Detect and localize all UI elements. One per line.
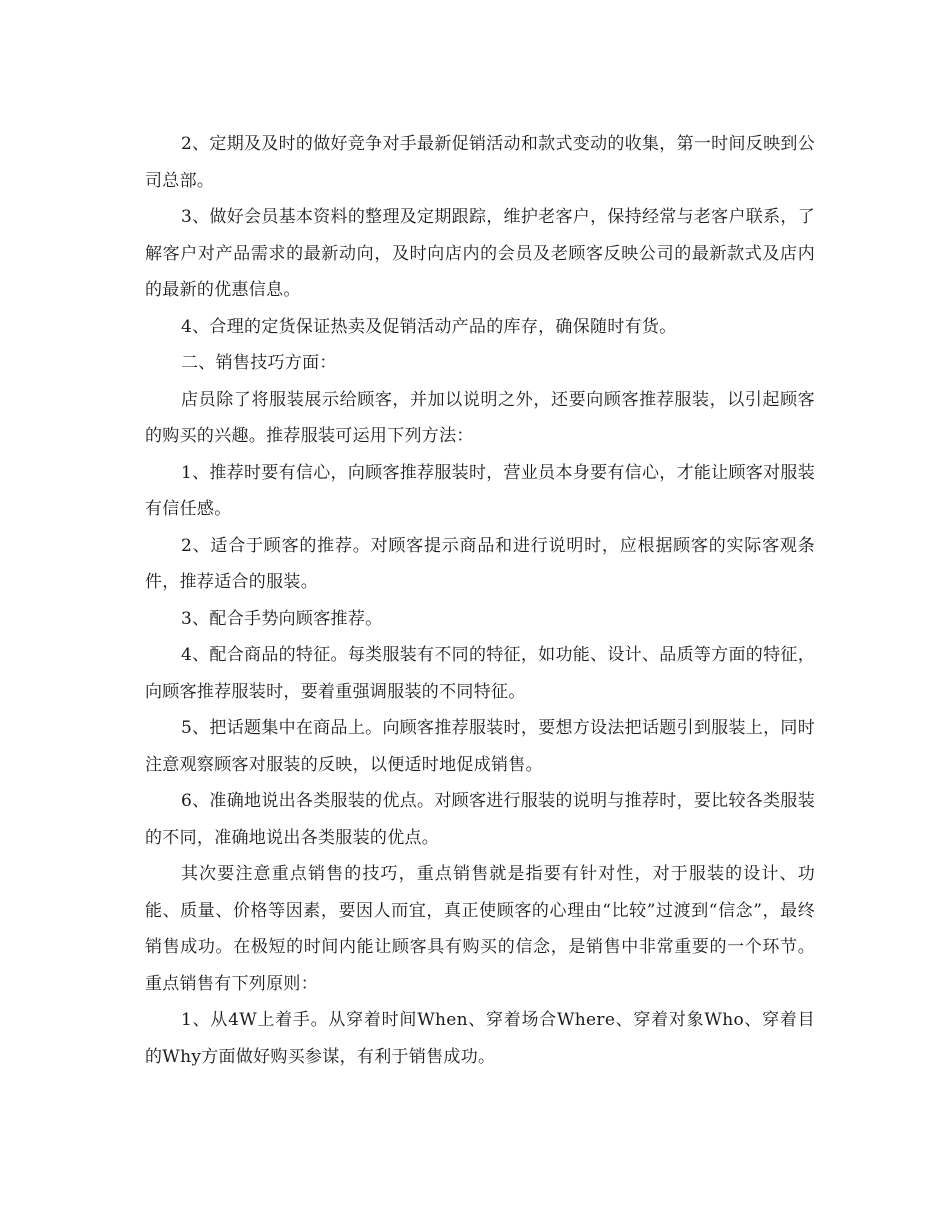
document-body <box>145 126 815 1075</box>
list-item: 3、配合手势向顾客推荐。 <box>181 608 383 629</box>
section-heading: 二、销售技巧方面： <box>181 353 337 373</box>
list-item: 6、准确地说出各类服装的优点。对顾客进行服装的说明与推荐时，要比较各类服装的不同，准确地说出各类服装的优点。 <box>145 791 815 848</box>
paragraph: 4、合理的定货保证热卖及促销活动产品的库存，确保随时有货。 <box>181 316 677 337</box>
paragraph: 店员除了将服装展示给顾客，并加以说明之外，还要向顾客推荐服装，以引起顾客的购买的兴趣。推荐服装可运用下列方法： <box>145 389 815 446</box>
list-item: 2、适合于顾客的推荐。对顾客提示商品和进行说明时，应根据顾客的实际客观条件，推荐适合的服装。 <box>145 535 815 592</box>
list-item: 1、推荐时要有信心，向顾客推荐服装时，营业员本身要有信心，才能让顾客对服装有信任感。 <box>145 462 815 519</box>
paragraph: 3、做好会员基本资料的整理及定期跟踪，维护老客户，保持经常与老客户联系，了解客户对产品需求的最新动向，及时向店内的会员及老顾客反映公司的最新款式及店内的最新的优惠信息。 <box>145 207 815 300</box>
paragraph: 2、定期及及时的做好竞争对手最新促销活动和款式变动的收集，第一时间反映到公司总部。 <box>145 134 815 191</box>
list-item: 5、把话题集中在商品上。向顾客推荐服装时，要想方设法把话题引到服装上，同时注意观察顾客对服装的反映，以便适时地促成销售。 <box>145 718 815 775</box>
paragraph: 其次要注意重点销售的技巧，重点销售就是指要有针对性，对于服装的设计、功能、质量、价格等因素，要因人而宜，真正使顾客的心理由“比较”过渡到“信念”，最终销售成功。在极短的时间内能让顾客具有购买的信念，是销售中非常重要的一个环节。重点销售有下列原则： <box>145 864 815 994</box>
list-item: 1、从4W上着手。从穿着时间When、穿着场合Where、穿着对象Who、穿着目的Why方面做好购买参谋，有利于销售成功。 <box>145 1010 815 1067</box>
list-item: 4、配合商品的特征。每类服装有不同的特征，如功能、设计、品质等方面的特征，向顾客推荐服装时，要着重强调服装的不同特征。 <box>145 645 815 702</box>
